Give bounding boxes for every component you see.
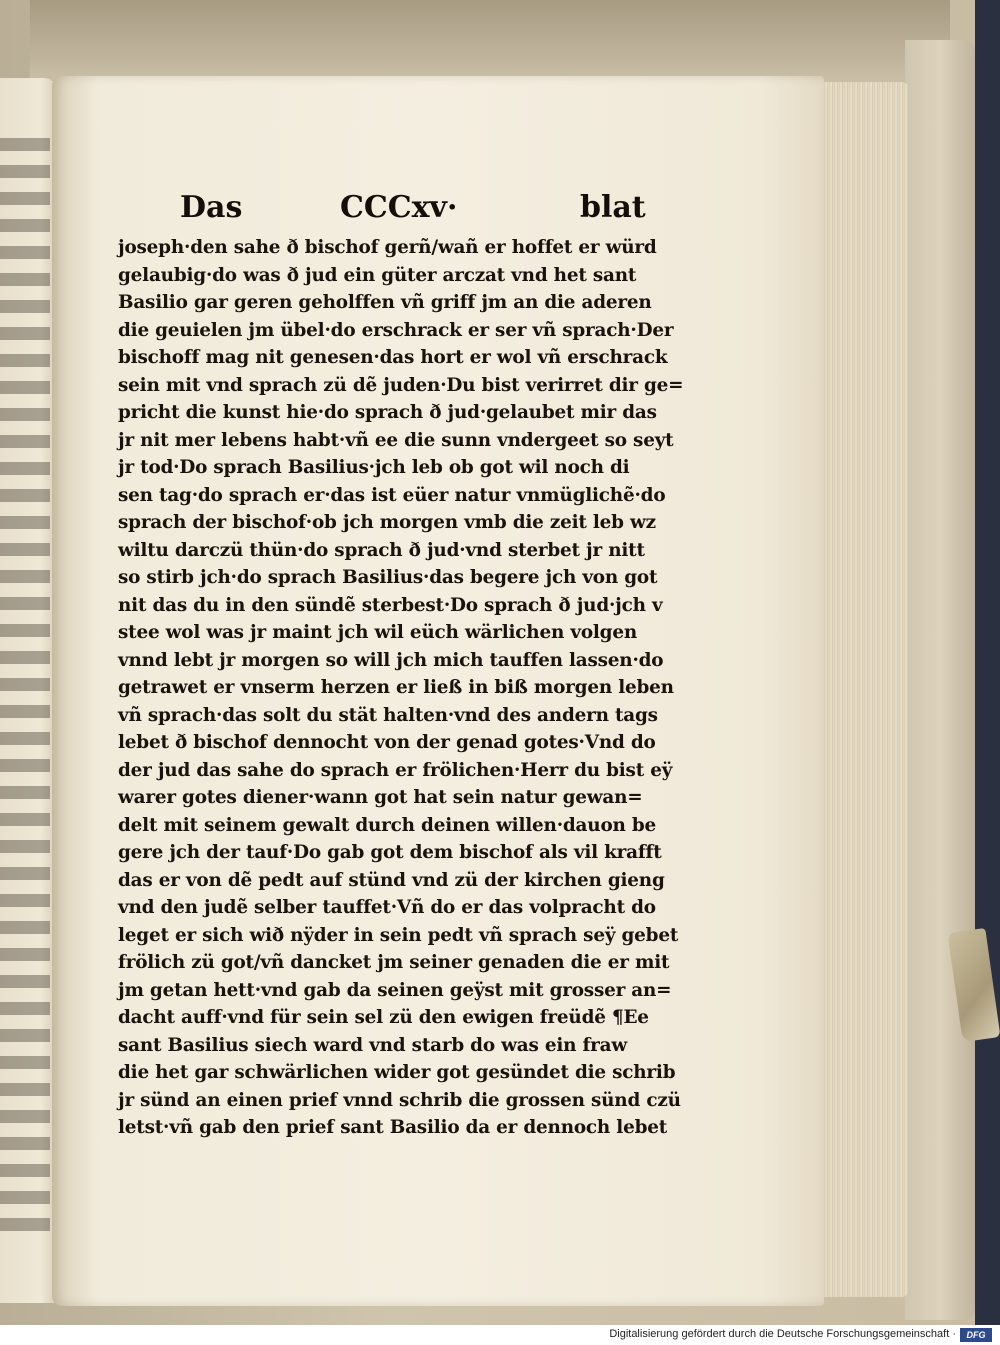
running-header — [118, 190, 718, 230]
funding-credit: Digitalisierung gefördert durch die Deutsche Forschungsgemeinschaft · — [609, 1328, 956, 1340]
text-lines — [118, 234, 718, 1142]
text-line: sen tag·do sprach er·das ist eüer natur vnmüglichẽ·do — [118, 484, 666, 506]
text-line: warer gotes diener·wann got hat sein natur gewan= — [118, 787, 643, 808]
footer-bar — [0, 1325, 1000, 1345]
text-line: so stirb jch·do sprach Basilius·das begere jch von got — [118, 567, 658, 588]
text-line: das er von dẽ pedt auf stünd vnd zü der kirchen gieng — [118, 869, 665, 891]
cover-board-right — [905, 40, 975, 1320]
facing-page — [0, 78, 58, 1303]
header-left: Das — [180, 190, 243, 225]
text-line: lebet ð bischof dennocht von der genad gotes·Vnd do — [118, 732, 656, 753]
text-line: frölich zü got/vñ dancket jm seiner genaden die er mit — [118, 952, 670, 973]
text-line: sant Basilius siech ward vnd starb do was ein fraw — [118, 1034, 628, 1056]
text-line: die geuielen jm übel·do erschrack er ser vñ sprach·Der — [118, 319, 674, 341]
text-line: Basilio gar geren geholffen vñ griff jm an die aderen — [118, 292, 652, 313]
text-line: jm getan hett·vnd gab da seinen geÿst mit grosser an= — [118, 979, 672, 1001]
text-line: jr tod·Do sprach Basilius·jch leb ob got wil noch di — [118, 457, 630, 478]
text-line: joseph·den sahe ð bischof gerñ/wañ er hoffet er würd — [118, 237, 657, 258]
page-edges — [818, 82, 908, 1297]
text-line: gelaubig·do was ð jud ein güter arczat vnd het sant — [118, 264, 637, 286]
text-line: sein mit vnd sprach zü dẽ juden·Du bist verirret dir ge= — [118, 374, 684, 396]
text-line: wiltu darczü thün·do sprach ð jud·vnd sterbet jr nitt — [118, 539, 645, 561]
text-line: dacht auff·vnd für sein sel zü den ewigen freüdẽ ¶Ee — [118, 1007, 649, 1028]
text-line: vnd den judẽ selber tauffet·Vñ do er das volpracht do — [118, 897, 656, 918]
text-line: letst·vñ gab den prief sant Basilio da er dennoch lebet — [118, 1117, 668, 1138]
text-line: jr sünd an einen prief vnnd schrib die grossen sünd czü — [118, 1089, 681, 1111]
text-line: jr nit mer lebens habt·vñ ee die sunn vndergeet so seyt — [118, 429, 674, 451]
text-line: delt mit seinem gewalt durch deinen willen·dauon be — [118, 814, 657, 836]
text-line: getrawet er vnserm herzen er ließ in biß morgen leben — [118, 677, 674, 698]
top-edge — [30, 0, 950, 80]
text-line: stee wol was jr maint jch wil eüch wärlichen volgen — [118, 622, 638, 643]
folio-number: CCCxv· — [340, 190, 458, 225]
text-line: gere jch der tauf·Do gab got dem bischof als vil krafft — [118, 842, 662, 863]
text-line: vñ sprach·das solt du stät halten·vnd des andern tags — [118, 704, 658, 726]
text-line: pricht die kunst hie·do sprach ð jud·gelaubet mir das — [118, 402, 657, 423]
text-line: der jud das sahe do sprach er frölichen·Herr du bist eÿ — [118, 759, 673, 781]
header-right: blat — [580, 190, 646, 225]
facing-page-text-bleed — [0, 138, 50, 1238]
text-line: leget er sich wið nÿder in sein pedt vñ sprach seÿ gebet — [118, 924, 679, 946]
text-line: nit das du in den sündẽ sterbest·Do sprach ð jud·jch v — [118, 594, 663, 616]
text-line: sprach der bischof·ob jch morgen vmb die zeit leb wz — [118, 512, 656, 533]
page-text — [118, 190, 718, 1142]
text-line: bischoff mag nit genesen·das hort er wol vñ erschrack — [118, 347, 668, 368]
dfg-logo: DFG — [960, 1328, 992, 1342]
text-line: die het gar schwärlichen wider got gesündet die schrib — [118, 1062, 676, 1083]
text-line: vnnd lebt jr morgen so will jch mich tauffen lassen·do — [118, 649, 664, 671]
